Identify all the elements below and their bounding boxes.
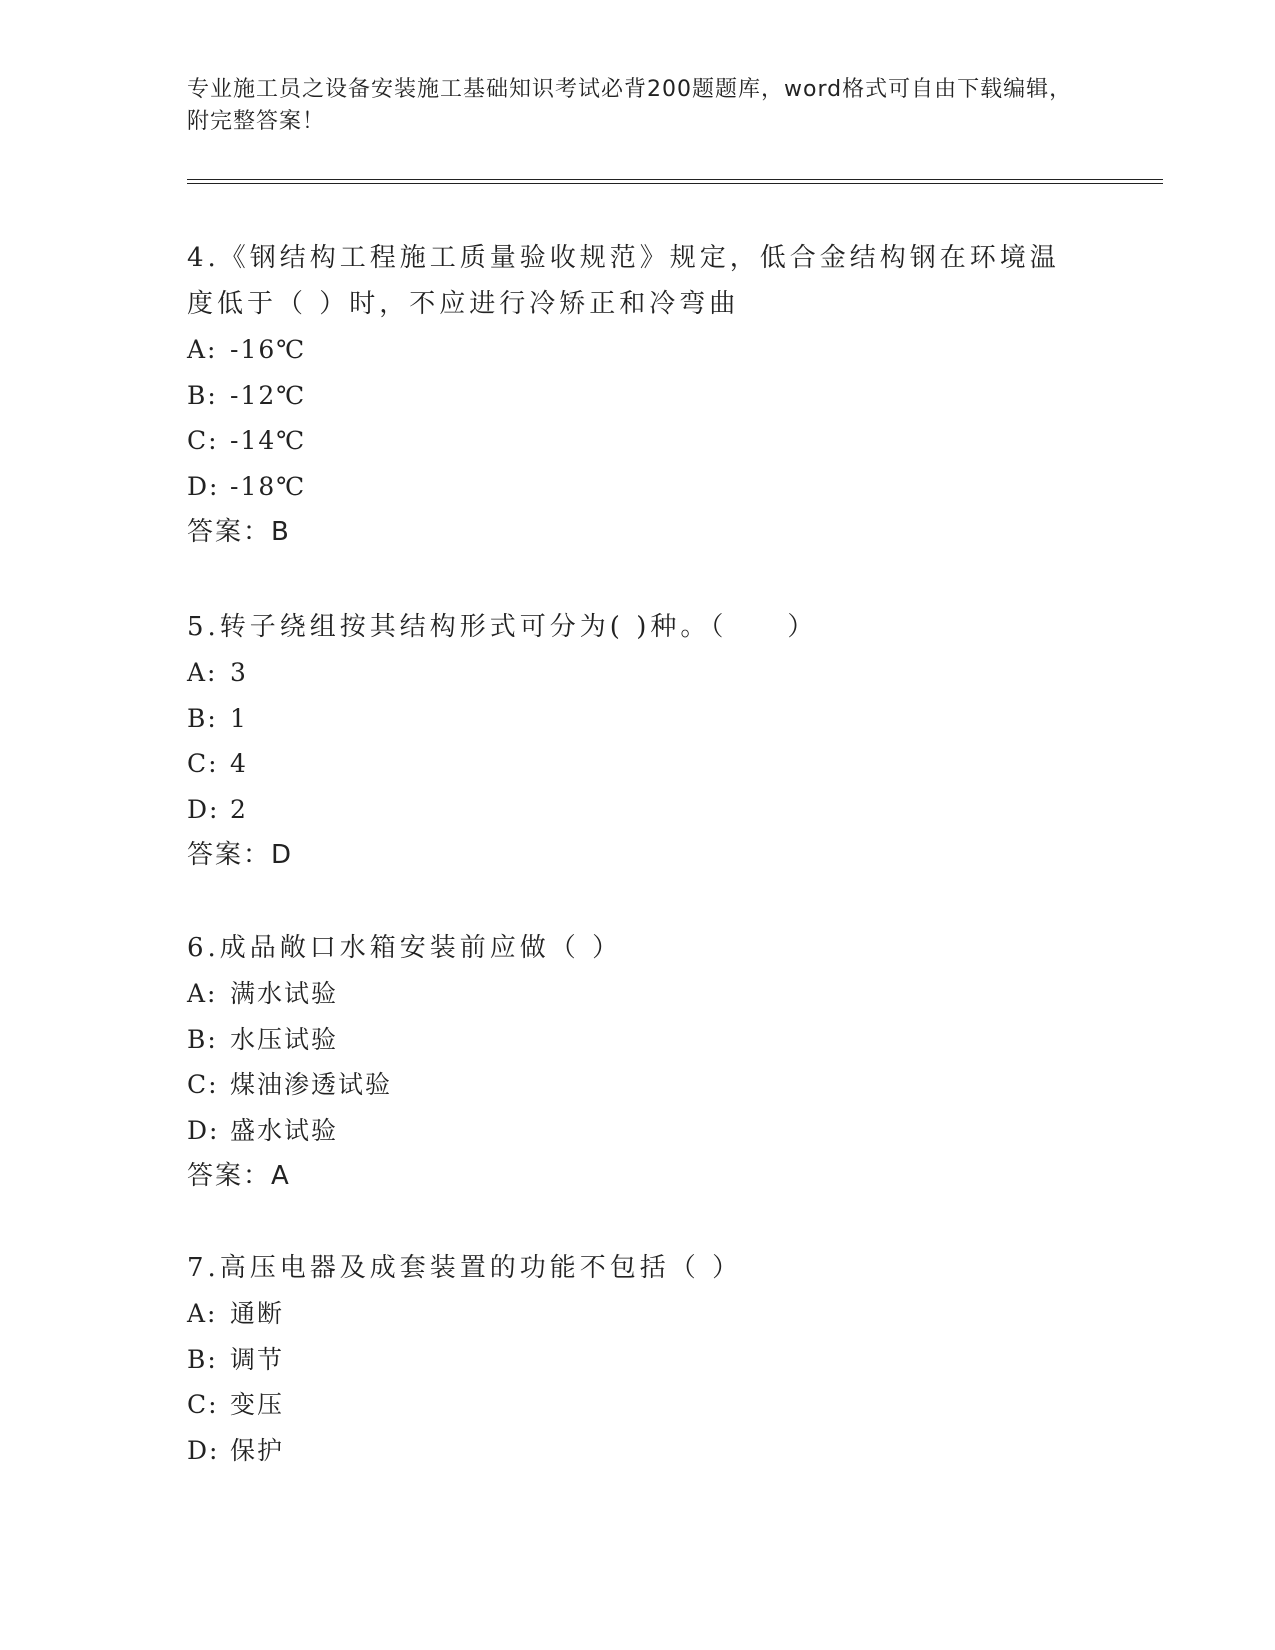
option-label: C: [187,749,219,778]
option-label: D: [187,1115,220,1145]
option-text: -14℃ [230,426,307,455]
option-b [187,1017,1087,1063]
option-label: D: [187,794,220,824]
question-text: 4.《钢结构工程施工质量验收规范》规定，低合金结构钢在环境温度低于（ ）时，不应进行冷矫正和冷弯曲 [187,243,1060,319]
option-text: 保护 [230,1435,285,1465]
option-c [187,418,1087,464]
option-text: 水压试验 [230,1024,339,1054]
option-label: B: [187,703,218,733]
option-b [187,696,1087,742]
option-d [187,1428,1087,1474]
option-text: 3 [230,658,248,687]
option-label: B: [187,1024,218,1054]
option-text: 4 [230,749,248,778]
question-5 [187,604,1087,878]
question-text: 7.高压电器及成套装置的功能不包括（ ） [187,1253,743,1283]
option-text: 盛水试验 [230,1115,339,1145]
answer: 答案：D [187,840,294,870]
question-6 [187,925,1087,1199]
option-c [187,741,1087,787]
option-d [187,464,1087,510]
option-text: 煤油渗透试验 [230,1070,393,1099]
header-divider-bottom [187,183,1163,184]
option-d [187,1108,1087,1154]
option-a [187,1291,1087,1337]
option-label: A: [187,658,218,687]
question-text: 6.成品敞口水箱安装前应做（ ） [187,933,623,963]
option-b [187,1337,1087,1383]
option-label: C: [187,1070,219,1099]
option-label: D: [187,1435,220,1465]
option-text: 满水试验 [230,979,339,1008]
option-c [187,1062,1087,1108]
option-text: 1 [230,703,248,733]
option-label: D: [187,471,220,501]
option-text: 变压 [230,1390,285,1419]
option-text: -12℃ [230,380,307,410]
option-label: A: [187,335,218,364]
question-text: 5.转子绕组按其结构形式可分为( )种。（ ） [187,612,818,642]
answer: 答案：A [187,1161,291,1191]
option-text: -18℃ [230,471,307,501]
document-header: 专业施工员之设备安装施工基础知识考试必背200题题库，word格式可自由下载编辑，附完整答案！ [187,77,1073,134]
option-label: A: [187,979,218,1008]
header-divider-top [187,179,1163,180]
option-label: C: [187,1390,219,1419]
option-c [187,1382,1087,1428]
option-a [187,650,1087,696]
option-text: 调节 [230,1344,285,1374]
option-a [187,971,1087,1017]
question-4 [187,235,1087,555]
option-d [187,787,1087,833]
option-text: 通断 [230,1299,285,1328]
answer: 答案：B [187,517,291,547]
option-label: C: [187,426,219,455]
option-label: A: [187,1299,218,1328]
option-label: B: [187,1344,218,1374]
option-text: 2 [230,794,248,824]
option-a [187,327,1087,373]
option-b [187,373,1087,419]
option-label: B: [187,380,218,410]
question-7 [187,1245,1087,1473]
option-text: -16℃ [230,335,307,364]
